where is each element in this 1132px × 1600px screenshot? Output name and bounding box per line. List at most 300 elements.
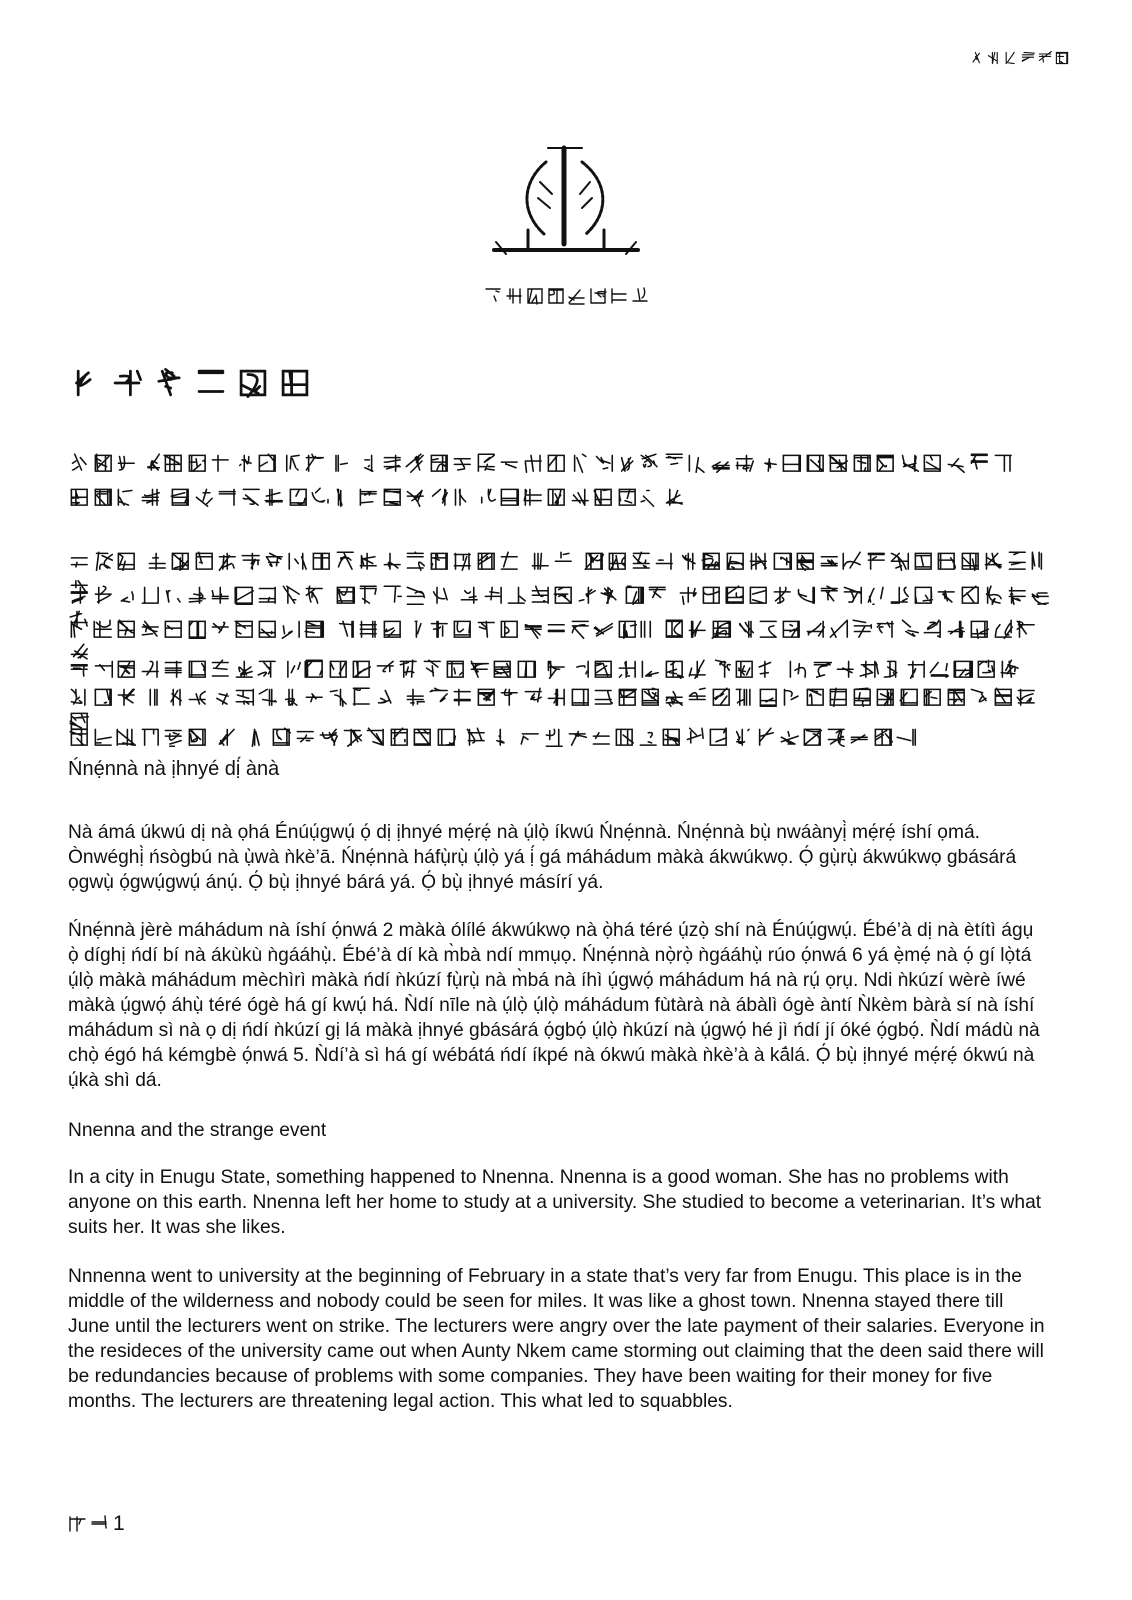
script-glyph (968, 452, 991, 475)
script-glyph (865, 550, 888, 573)
script-glyph (287, 486, 310, 509)
script-glyph (623, 584, 646, 607)
igbo-paragraph-2: Ńnẹ́nnà jèrè máhádum nà íshí ọ́nwá 2 màkà ólílé ákwúkwọ nà ọ̀há téré ụ́zọ̀ shí nà Énúụ́gwụ́. Ébé’à dị nà ètítì ágụ ọ̀ díghị ńdí bí nà ákùkù ǹgááhụ̀. Ébé’à dí kà m̀bà ndí mmụọ. Ńnẹ́nnà nọ̀rọ̀ ǹgááhụ̀ rúo ọ́nwá 6 yá ẹ̀mẹ́ nà ọ́ gí lọ̀tá ụ́lọ̀ màkà máhádum mèchìrì màkà ńdí ǹkúzí fụ̀rụ̀ nà m̀bá nà íhì ụ́gwọ́ máhádum há nà rụ́ ọrụ. Ndi ǹkúzí wèrè íwé màkà ụ́gwọ́ áhụ̀ téré ógè há gí kwụ́ há. Ǹdí nīle nà ụ́lọ̀ ụ́lọ̀ máhádum fùtàrà nà ábàlì ógè àntí Ǹkèm bàrà sí nà íshí máhádum sì nà ọ dị ńdí ǹkúzí gị lá màkà ịhnyé gbásárá ọ́gbọ́ ụ́lọ̀ ǹkúzí nà ụ́gwọ́ hé jì ńdí jí óké ọ́gbọ́. Ǹdí mádù nà chọ̀ égó há kémgbè ọ́nwá 5. Ǹdí’à sì há gí wébátá ńdí íkpé nà ókwú màkà ǹkè’à à kā́lá. Ọ́ bụ̀ ịhnyé mẹ́rẹ́ ókwú nà ụ́kà shì dá. (68, 920, 1040, 1091)
script-glyph (115, 686, 138, 709)
script-glyph (801, 726, 824, 749)
script-glyph (945, 686, 968, 709)
script-glyph (194, 366, 228, 400)
script-glyph (569, 658, 592, 681)
script-glyph (115, 486, 138, 509)
script-glyph (89, 1514, 109, 1534)
script-glyph (92, 726, 115, 749)
script-glyph (68, 686, 91, 709)
script-glyph (825, 726, 848, 749)
script-glyph (700, 550, 723, 573)
script-glyph (428, 584, 451, 607)
script-glyph (710, 452, 733, 475)
script-glyph (757, 618, 780, 641)
script-glyph (381, 618, 404, 641)
script-glyph (317, 726, 340, 749)
script-glyph (710, 658, 733, 681)
script-glyph (263, 550, 286, 573)
script-glyph (569, 452, 592, 475)
script-glyph (364, 726, 387, 749)
script-glyph (458, 584, 481, 607)
script-glyph (747, 584, 770, 607)
script-glyph (280, 618, 303, 641)
script-glyph (1015, 618, 1038, 641)
script-glyph (733, 686, 756, 709)
script-glyph (959, 550, 982, 573)
igbo-story-heading: Ńnẹ́nnà nà ịhnyé dị́ ànà (68, 758, 280, 780)
script-glyph (186, 452, 209, 475)
script-glyph (1006, 584, 1029, 607)
script-glyph (794, 584, 817, 607)
script-glyph (498, 618, 521, 641)
script-glyph (256, 618, 279, 641)
script-glyph (263, 486, 286, 509)
script-glyph (522, 452, 545, 475)
script-glyph (522, 486, 545, 509)
script-glyph (350, 686, 373, 709)
script-glyph (404, 584, 427, 607)
script-glyph (475, 686, 498, 709)
script-glyph (92, 686, 115, 709)
script-glyph (303, 658, 326, 681)
script-glyph (404, 618, 427, 641)
script-glyph (498, 686, 521, 709)
script-glyph (115, 726, 138, 749)
script-glyph (240, 486, 263, 509)
script-glyph (482, 584, 505, 607)
script-glyph (616, 452, 639, 475)
script-glyph (193, 550, 216, 573)
script-glyph (334, 486, 357, 509)
script-glyph (504, 286, 524, 306)
script-glyph (444, 658, 467, 681)
script-glyph (592, 686, 615, 709)
script-glyph (552, 550, 575, 573)
script-glyph (357, 452, 380, 475)
script-glyph (1020, 50, 1036, 66)
script-glyph (804, 686, 827, 709)
script-glyph (616, 486, 639, 509)
script-glyph (613, 726, 636, 749)
script-glyph (616, 658, 639, 681)
script-glyph (233, 618, 256, 641)
script-glyph (468, 658, 491, 681)
script-line (68, 550, 1058, 584)
script-glyph (588, 286, 608, 306)
script-glyph (686, 618, 709, 641)
script-glyph (834, 658, 857, 681)
script-glyph (186, 686, 209, 709)
script-glyph (1054, 50, 1070, 66)
script-glyph (851, 452, 874, 475)
script-glyph (982, 584, 1005, 607)
script-glyph (169, 486, 192, 509)
script-glyph (881, 658, 904, 681)
script-glyph (428, 686, 451, 709)
script-glyph (969, 50, 985, 66)
script-glyph (567, 286, 587, 306)
script-glyph (334, 584, 357, 607)
script-glyph (552, 584, 575, 607)
script-glyph (209, 686, 232, 709)
script-glyph (68, 550, 91, 573)
script-glyph (209, 618, 232, 641)
script-glyph (240, 550, 263, 573)
page-number: 1 (113, 1512, 125, 1535)
script-glyph (545, 486, 568, 509)
script-glyph (280, 584, 303, 607)
script-glyph (193, 486, 216, 509)
script-glyph (381, 452, 404, 475)
script-glyph (898, 686, 921, 709)
script-glyph (637, 726, 660, 749)
script-glyph (818, 584, 841, 607)
script-glyph (475, 550, 498, 573)
script-glyph (921, 618, 944, 641)
script-glyph (381, 550, 404, 573)
script-glyph (483, 286, 503, 306)
script-line (68, 686, 1058, 720)
script-glyph (543, 726, 566, 749)
script-glyph (139, 452, 162, 475)
script-glyph (780, 618, 803, 641)
script-glyph (599, 584, 622, 607)
script-glyph (992, 686, 1015, 709)
script-glyph (590, 726, 613, 749)
script-glyph (216, 550, 239, 573)
script-glyph (216, 726, 239, 749)
script-glyph (787, 658, 810, 681)
script-glyph (428, 452, 451, 475)
script-glyph (303, 618, 326, 641)
script-glyph (851, 618, 874, 641)
script-glyph (374, 686, 397, 709)
script-glyph (327, 452, 350, 475)
script-glyph (545, 658, 568, 681)
script-glyph (115, 550, 138, 573)
script-glyph (780, 686, 803, 709)
script-glyph (874, 618, 897, 641)
script-glyph (92, 452, 115, 475)
script-glyph (256, 686, 279, 709)
script-glyph (294, 726, 317, 749)
script-glyph (92, 658, 115, 681)
script-glyph (146, 550, 169, 573)
script-glyph (139, 618, 162, 641)
script-glyph (865, 584, 888, 607)
script-glyph (280, 686, 303, 709)
script-glyph (707, 726, 730, 749)
script-glyph (1003, 50, 1019, 66)
script-glyph (280, 658, 303, 681)
script-glyph (280, 452, 303, 475)
script-line (68, 480, 685, 514)
script-glyph (162, 686, 185, 709)
script-glyph (1006, 550, 1029, 573)
script-glyph (569, 486, 592, 509)
script-glyph (404, 452, 427, 475)
script-glyph (660, 726, 683, 749)
script-glyph (303, 452, 326, 475)
script-glyph (411, 726, 434, 749)
script-line (68, 584, 1058, 618)
script-glyph (519, 726, 542, 749)
script-glyph (522, 686, 545, 709)
script-glyph (935, 584, 958, 607)
script-glyph (451, 686, 474, 709)
script-glyph (139, 584, 162, 607)
script-glyph (428, 550, 451, 573)
script-glyph (162, 618, 185, 641)
script-glyph (115, 618, 138, 641)
script-glyph (874, 686, 897, 709)
script-glyph (92, 618, 115, 641)
script-glyph (68, 726, 91, 749)
script-glyph (898, 618, 921, 641)
page-title-script (68, 366, 312, 400)
script-glyph (115, 658, 138, 681)
script-glyph (216, 486, 239, 509)
script-glyph (92, 486, 115, 509)
script-glyph (639, 658, 662, 681)
script-glyph (663, 658, 686, 681)
script-glyph (630, 286, 650, 306)
script-glyph (381, 584, 404, 607)
script-glyph (110, 366, 144, 400)
script-glyph (162, 584, 185, 607)
script-glyph (686, 452, 709, 475)
script-glyph (992, 618, 1015, 641)
script-glyph (686, 658, 709, 681)
script-glyph (663, 486, 686, 509)
script-glyph (186, 726, 209, 749)
script-glyph (68, 452, 91, 475)
script-glyph (754, 726, 777, 749)
script-glyph (451, 452, 474, 475)
script-glyph (663, 618, 686, 641)
script-glyph (975, 658, 998, 681)
script-glyph (780, 452, 803, 475)
script-glyph (945, 452, 968, 475)
script-glyph (435, 726, 458, 749)
script-glyph (576, 584, 599, 607)
script-glyph (804, 452, 827, 475)
script-glyph (498, 486, 521, 509)
script-glyph (710, 686, 733, 709)
script-glyph (700, 584, 723, 607)
script-glyph (92, 584, 115, 607)
script-glyph (872, 726, 895, 749)
script-glyph (724, 584, 747, 607)
script-line (68, 652, 1021, 686)
script-glyph (233, 584, 256, 607)
script-glyph (731, 726, 754, 749)
script-glyph (529, 550, 552, 573)
script-glyph (341, 726, 364, 749)
script-glyph (959, 584, 982, 607)
script-glyph (945, 618, 968, 641)
script-glyph (421, 658, 444, 681)
emblem-caption (0, 286, 1132, 306)
script-glyph (491, 658, 514, 681)
script-glyph (475, 452, 498, 475)
script-glyph (310, 486, 333, 509)
script-glyph (68, 658, 91, 681)
script-glyph (270, 726, 293, 749)
script-glyph (921, 686, 944, 709)
script-glyph (606, 550, 629, 573)
script-glyph (451, 486, 474, 509)
script-glyph (616, 618, 639, 641)
script-glyph (639, 486, 662, 509)
script-glyph (616, 686, 639, 709)
script-glyph (646, 584, 669, 607)
script-glyph (545, 686, 568, 709)
script-glyph (566, 726, 589, 749)
script-glyph (374, 658, 397, 681)
script-glyph (357, 618, 380, 641)
script-glyph (404, 550, 427, 573)
script-glyph (186, 618, 209, 641)
script-glyph (639, 618, 662, 641)
script-glyph (630, 550, 653, 573)
script-glyph (357, 584, 380, 607)
script-glyph (68, 618, 91, 641)
script-glyph (334, 550, 357, 573)
script-glyph (68, 486, 91, 509)
script-glyph (489, 726, 512, 749)
script-glyph (334, 618, 357, 641)
script-glyph (794, 550, 817, 573)
script-glyph (240, 726, 263, 749)
script-glyph (874, 452, 897, 475)
script-glyph (921, 452, 944, 475)
script-glyph (757, 452, 780, 475)
script-glyph (381, 486, 404, 509)
script-glyph (327, 686, 350, 709)
english-paragraph-2: Nnnenna went to university at the beginning of February in a state that’s very far from Enugu. This place is in the middle of the wilderness and nobody could be seen for miles. It was like a ghost town. Nnenna stayed there till June until the lecturers went on strike. The lecturers were angry over the late payment of their salaries. Everyone in the resideces of the university came out when Aunty Nkem came storming out claiming that the deen said there will be redundancies because of problems with some companies. They have been waiting for their money for five months. The lecturers are threatening legal action. This what led to squabbles. (68, 1266, 1045, 1412)
igbo-paragraph-1: Nà ámá úkwú dị nà ọhá Énúụ́gwụ́ ọ́ dị ịhnyé mẹ́rẹ́ nà ụ́lọ̀ íkwú Ńnẹ́nnà. Ńnẹ́nnà bụ̀ nwáànyị̀ mẹ́rẹ́ íshí ọmá. Ònwéghị̀ ńsògbú nà ụ̀wà ǹkè’ā. Ńnẹ́nnà háfụ̀rụ̀ ụ́lọ̀ yá ị́ gá máhádum màkà ákwúkwọ. Ọ́ gụ̀rụ̀ ákwúkwọ gbásárá ọgwụ̀ ọ́gwụ́gwụ́ ánụ́. Ọ́ bụ̀ ịhnyé bárá yá. Ọ́ bụ̀ ịhnyé másírí yá. (68, 822, 1017, 893)
script-glyph (186, 584, 209, 607)
script-glyph (663, 686, 686, 709)
script-emblem-icon (486, 142, 646, 262)
script-glyph (928, 658, 951, 681)
script-glyph (546, 286, 566, 306)
script-glyph (162, 658, 185, 681)
script-glyph (498, 550, 521, 573)
script-glyph (498, 452, 521, 475)
script-glyph (115, 584, 138, 607)
page-footer (68, 1512, 125, 1536)
script-glyph (968, 618, 991, 641)
script-glyph (388, 726, 411, 749)
script-paragraph-2 (68, 550, 1058, 754)
script-glyph (68, 1514, 88, 1534)
script-glyph (545, 452, 568, 475)
script-glyph (233, 686, 256, 709)
script-glyph (818, 550, 841, 573)
script-glyph (529, 584, 552, 607)
script-glyph (733, 618, 756, 641)
script-glyph (811, 658, 834, 681)
script-line (68, 720, 918, 754)
script-glyph (357, 486, 380, 509)
script-glyph (139, 726, 162, 749)
script-glyph (583, 550, 606, 573)
script-glyph (848, 726, 871, 749)
script-glyph (169, 550, 192, 573)
script-glyph (397, 658, 420, 681)
script-glyph (778, 726, 801, 749)
script-glyph (515, 658, 538, 681)
script-glyph (92, 550, 115, 573)
script-glyph (982, 550, 1005, 573)
script-glyph (592, 486, 615, 509)
script-glyph (710, 618, 733, 641)
script-glyph (451, 550, 474, 573)
script-glyph (757, 686, 780, 709)
script-glyph (609, 286, 629, 306)
script-glyph (992, 452, 1015, 475)
script-glyph (505, 584, 528, 607)
script-line (68, 618, 1058, 652)
running-head-script (969, 50, 1070, 66)
script-glyph (256, 452, 279, 475)
script-glyph (139, 686, 162, 709)
english-story-heading: Nnenna and the strange event (68, 1120, 327, 1141)
script-glyph (935, 550, 958, 573)
script-glyph (841, 550, 864, 573)
script-glyph (465, 726, 488, 749)
script-glyph (653, 550, 676, 573)
script-glyph (357, 550, 380, 573)
script-glyph (677, 550, 700, 573)
script-glyph (545, 618, 568, 641)
script-glyph (209, 452, 232, 475)
script-glyph (233, 658, 256, 681)
script-glyph (686, 686, 709, 709)
script-glyph (310, 550, 333, 573)
english-paragraph-1: In a city in Enugu State, something happened to Nnenna. Nnenna is a good woman. She has no problems with anyone on this earth. Nnenna left her home to study at a university. She studied to become a veterinarian. It’s what suits her. It was she likes. (68, 1167, 1042, 1238)
script-glyph (278, 366, 312, 400)
script-glyph (233, 452, 256, 475)
script-glyph (1029, 550, 1052, 573)
script-glyph (404, 486, 427, 509)
script-glyph (139, 486, 162, 509)
script-glyph (684, 726, 707, 749)
script-glyph (428, 486, 451, 509)
script-glyph (804, 618, 827, 641)
script-glyph (747, 550, 770, 573)
script-glyph (724, 550, 747, 573)
script-glyph (639, 452, 662, 475)
script-glyph (569, 686, 592, 709)
script-glyph (912, 550, 935, 573)
script-glyph (677, 584, 700, 607)
script-glyph (475, 486, 498, 509)
script-glyph (912, 584, 935, 607)
script-glyph (888, 550, 911, 573)
script-paragraph-1 (68, 446, 1058, 514)
script-glyph (451, 618, 474, 641)
script-glyph (858, 658, 881, 681)
script-glyph (771, 584, 794, 607)
script-glyph (895, 726, 918, 749)
